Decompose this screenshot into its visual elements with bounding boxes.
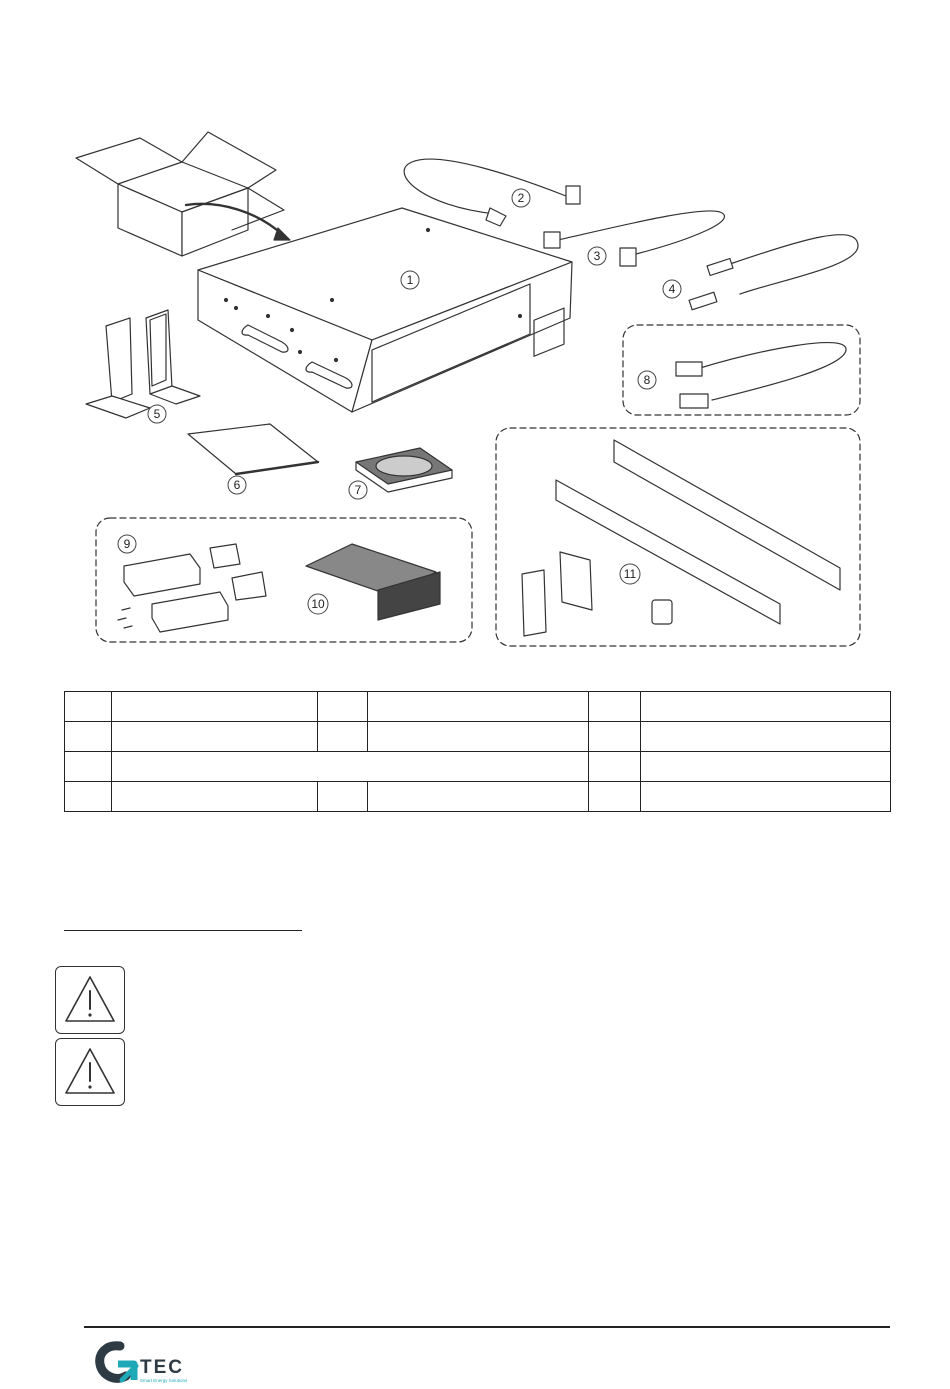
- parts-list-table: [64, 691, 891, 812]
- logo-text: TEC: [140, 1357, 184, 1378]
- table-cell: [589, 782, 641, 812]
- callout-5: 5: [153, 407, 161, 421]
- shipping-box-icon: [76, 132, 290, 256]
- table-cell: [65, 692, 112, 722]
- table-row: [65, 692, 891, 722]
- table-cell: [368, 782, 589, 812]
- callout-4: 4: [668, 282, 676, 296]
- callout-6: 6: [233, 478, 241, 492]
- table-cell: [641, 692, 891, 722]
- ups-unit-icon: [198, 208, 572, 412]
- callout-1: 1: [406, 273, 414, 287]
- table-cell: [641, 752, 891, 782]
- rail-kit-icon: [522, 440, 840, 636]
- callout-3: 3: [593, 249, 601, 263]
- table-cell: [589, 722, 641, 752]
- callout-11: 11: [623, 567, 637, 581]
- group-8-frame: [623, 325, 860, 415]
- callout-9: 9: [123, 537, 131, 551]
- package-contents-illustration: [0, 0, 950, 680]
- table-cell: [368, 692, 589, 722]
- table-cell: [641, 782, 891, 812]
- group-11-frame: [496, 428, 860, 646]
- table-row: [65, 752, 891, 782]
- usb-cable-icon: [689, 235, 858, 310]
- table-cell: [112, 692, 318, 722]
- table-cell: [65, 752, 112, 782]
- gtec-logo: [94, 1340, 214, 1384]
- serial-cable-icon: [676, 343, 846, 408]
- table-cell: [368, 722, 589, 752]
- warning-triangle-icon: [62, 1045, 118, 1099]
- manual-icon: [188, 424, 318, 474]
- callout-10: 10: [311, 597, 325, 611]
- warning-box-1: [55, 966, 125, 1034]
- table-cell: [318, 722, 368, 752]
- section-heading-underline: [64, 930, 302, 931]
- footer-rule: [84, 1326, 890, 1328]
- table-cell: [589, 692, 641, 722]
- table-cell: [112, 722, 318, 752]
- callout-2: 2: [517, 191, 525, 205]
- callout-7: 7: [354, 483, 362, 497]
- callout-8: 8: [643, 373, 651, 387]
- warning-triangle-icon: [62, 973, 118, 1027]
- cable-clamps-icon: [118, 544, 266, 632]
- table-row: [65, 782, 891, 812]
- table-row: [65, 722, 891, 752]
- table-cell: [112, 752, 589, 782]
- table-cell: [112, 782, 318, 812]
- table-cell: [318, 692, 368, 722]
- table-cell: [318, 782, 368, 812]
- logo-tagline: Smart Energy Solutions: [140, 1378, 188, 1383]
- table-cell: [65, 782, 112, 812]
- warning-box-2: [55, 1038, 125, 1106]
- stand-feet-icon: [86, 310, 200, 418]
- table-cell: [589, 752, 641, 782]
- table-cell: [641, 722, 891, 752]
- table-cell: [65, 722, 112, 752]
- cd-icon: [356, 448, 452, 492]
- gtec-logo-icon: [94, 1340, 214, 1384]
